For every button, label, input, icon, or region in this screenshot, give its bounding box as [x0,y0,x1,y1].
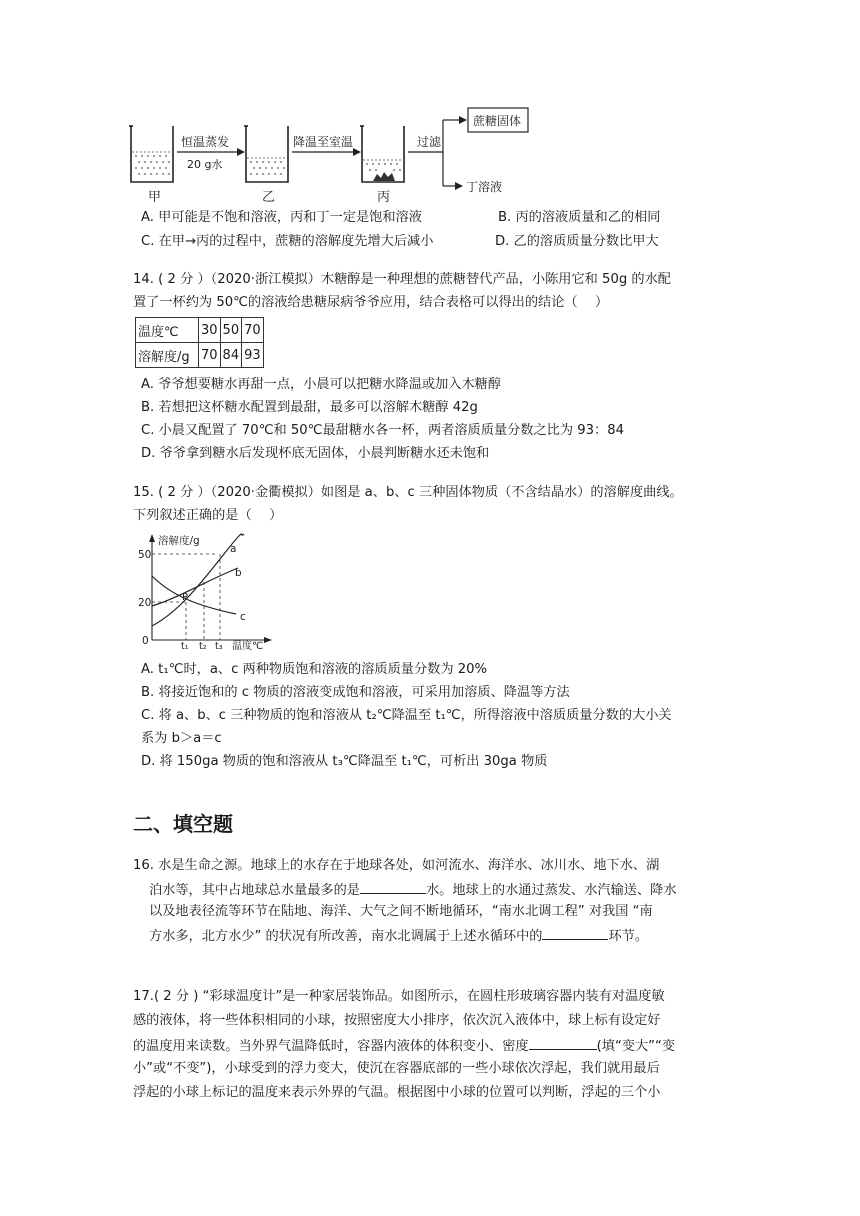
curve-label-b: b [235,567,242,579]
curve-c [152,576,236,614]
table-cell: 93 [242,343,264,368]
q17-line5: 浮起的小球上标记的温度来表示外界的气温。根据图中小球的位置可以判断，浮起的三个小 [133,1085,661,1100]
section-title-fill-in: 二、填空题 [133,812,233,836]
q16-line1: 16. 水是生命之源。地球上的水存在于地球各处，如河流水、海洋水、冰川水、地下水、湖 [133,858,660,873]
q13-option-b: B. 丙的溶液质量和乙的相同 [498,210,661,225]
q17-line2: 感的液体，将一些体积相同的小球，按照密度大小排序，依次沉入液体中，球上标有设定好 [133,1013,661,1028]
q14-option-a: A. 爷爷想要糖水再甜一点，小晨可以把糖水降温或加入木糖醇 [141,377,502,392]
ytick-20: 20 [138,597,152,609]
step2-label: 降温至室温 [293,135,354,149]
q16-line4-part1: 方水多，北方水少” 的状况有所改善，南水北调属于上述水循环中的 [149,929,543,944]
q14-option-d: D. 爷爷拿到糖水后发现杯底无固体，小晨判断糖水还未饱和 [141,446,490,461]
q16-line4-part2: 环节。 [608,929,649,944]
beaker-label-jia: 甲 [148,190,162,205]
graph-ylabel: 溶解度/g [158,535,200,547]
curve-label-a: a [230,543,237,555]
q16-line4 [149,925,648,947]
table-cell: 溶解度/g [136,343,199,368]
q17-blank-1[interactable] [529,1035,597,1050]
q17-line1: 17.( 2 分 ) “彩球温度计”是一种家居装饰品。如图所示，在圆柱形玻璃容器内装有对温度敏 [133,989,665,1004]
q15-option-b: B. 将接近饱和的 c 物质的溶液变成饱和溶液，可采用加溶质、降温等方法 [141,685,570,700]
beaker-label-yi: 乙 [262,190,276,205]
table-row-temperature [136,318,264,343]
step1-label: 恒温蒸发 [181,135,230,149]
q15-option-d: D. 将 150ga 物质的饱和溶液从 t₃℃降温至 t₁℃，可析出 30ga 物质 [141,754,548,769]
table-cell: 70 [242,318,264,343]
q16-line2 [149,879,677,901]
xtick-t3: t₃ [215,641,223,650]
q17-line3-part1: 的温度用来读数。当外界气温降低时，容器内液体的体积变小、密度 [133,1039,529,1054]
output-ding-solution: 丁溶液 [466,180,503,194]
q14-stem-line2: 置了一杯约为 50℃的溶液给患糖尿病爷爷应用，结合表格可以得出的结论（ ） [133,295,609,310]
q14-option-c: C. 小晨又配置了 70℃和 50℃最甜糖水各一杯，两者溶质质量分数之比为 93：84 [141,423,624,438]
q17-line3-part2: (填“变大”“变 [596,1039,676,1054]
curve-label-c: c [240,611,246,623]
graph-xlabel: 温度℃ [232,641,264,650]
table-cell: 温度℃ [136,318,199,343]
output-sucrose-solid: 蔗糖固体 [473,114,522,128]
beaker-yi [244,126,288,182]
table-cell: 84 [220,343,242,368]
q13-process-diagram [125,100,545,208]
q14-stem-line1: 14. ( 2 分 ）（2020·浙江模拟）木糖醇是一种理想的蔗糖替代产品，小陈用它和 50g 的水配 [133,272,671,287]
table-cell: 70 [199,343,221,368]
q13-option-c: C. 在甲→丙的过程中，蔗糖的溶解度先增大后减小 [141,234,434,249]
beaker-jia [129,126,173,182]
q15-option-c-line2: 系为 b＞a＝c [141,731,222,746]
table-row-solubility [136,343,264,368]
q15-solubility-graph [138,532,278,650]
q16-line3: 以及地表径流等环节在陆地、海洋、大气之间不断地循环，“南水北调工程” 对我国 “南 [149,904,653,919]
q15-stem-line2: 下列叙述正确的是（ ） [133,508,283,523]
q16-blank-1[interactable] [360,879,426,894]
step3-label: 过滤 [417,135,442,149]
ytick-50: 50 [138,549,152,561]
q15-option-c-line1: C. 将 a、b、c 三种物质的饱和溶液从 t₂℃降温至 t₁℃，所得溶液中溶质质量分数的大小关 [141,708,672,723]
q13-option-d: D. 乙的溶质质量分数比甲大 [495,234,659,249]
q13-option-a: A. 甲可能是不饱和溶液，丙和丁一定是饱和溶液 [141,210,422,225]
q14-option-b: B. 若想把这杯糖水配置到最甜，最多可以溶解木糖醇 42g [141,400,478,415]
beaker-label-bing: 丙 [377,190,391,205]
table-cell: 50 [220,318,242,343]
q16-line2-part2: 水。地球上的水通过蒸发、水汽输送、降水 [426,883,677,898]
point-p-label: P [182,592,189,603]
beaker-bing [360,126,404,182]
ytick-0: 0 [142,635,149,647]
q17-line4: 小”或“不变”)，小球受到的浮力变大，使沉在容器底部的一些小球依次浮起，我们就用最后 [133,1061,660,1076]
q15-option-a: A. t₁℃时，a、c 两种物质饱和溶液的溶质质量分数为 20% [141,662,488,677]
xtick-t2: t₂ [199,641,207,650]
q16-line2-part1: 泊水等，其中占地球总水量最多的是 [149,883,360,898]
q14-solubility-table [135,317,264,368]
q15-stem-line1: 15. ( 2 分 ）（2020·金衢模拟）如图是 a、b、c 三种固体物质（不含结晶水）的溶解度曲线。 [133,485,683,500]
step1-sub: 20 g水 [187,158,223,171]
q17-line3 [133,1035,675,1057]
table-cell: 30 [199,318,221,343]
xtick-t1: t₁ [181,641,189,650]
q16-blank-2[interactable] [542,925,608,940]
